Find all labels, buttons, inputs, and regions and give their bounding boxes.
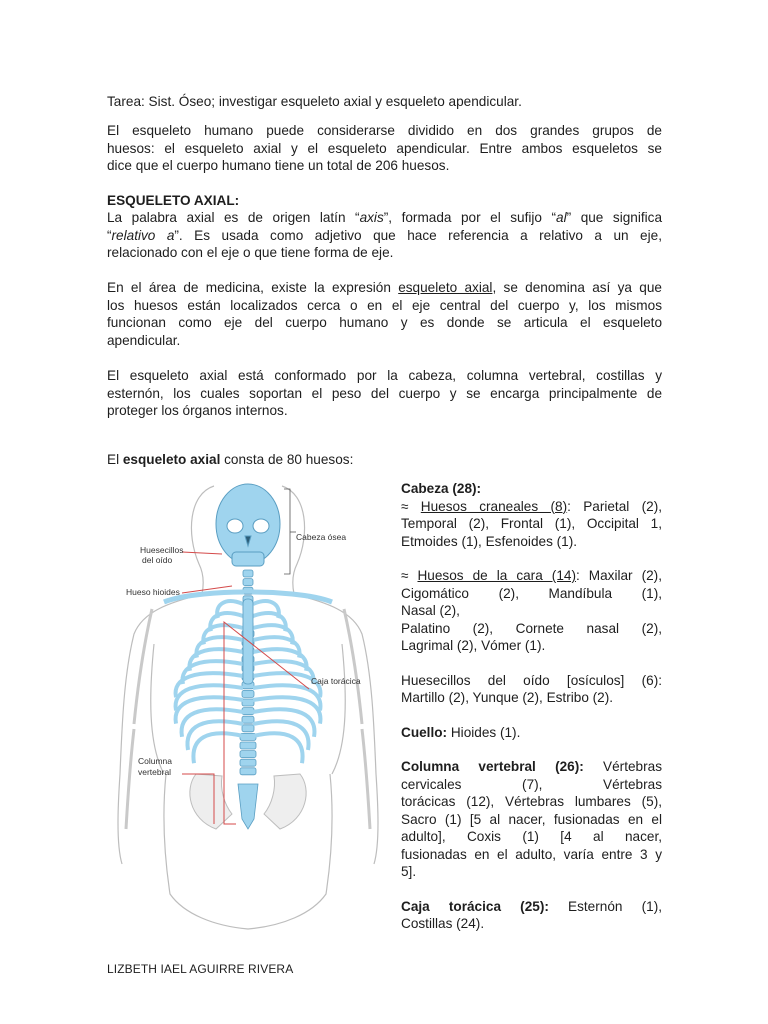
approx-symbol: ≈: [401, 498, 421, 514]
axial-line-2: [107, 227, 662, 245]
text-run: Esternón (1),: [548, 898, 662, 914]
composition-paragraph: [107, 367, 662, 420]
term-relativo: relativo a: [111, 227, 175, 243]
spine-line-2: cervicales (7), Vértebras: [401, 776, 662, 792]
label-vertebral: vertebral: [138, 767, 172, 777]
face-section: [401, 567, 662, 655]
cranial-line-2: Temporal (2), Frontal (1), Occipital 1,: [401, 516, 662, 531]
vertebra: [240, 759, 256, 766]
thorax-line-1: [401, 898, 662, 916]
text-run: : Maxilar (2),: [575, 568, 662, 583]
neck-section: [401, 724, 662, 742]
face-line-3: Nasal (2),: [401, 603, 460, 618]
text-run: ” que significa: [566, 210, 663, 225]
vertebra: [242, 708, 254, 715]
vertebra: [242, 725, 254, 732]
text-run: consta de 80 huesos:: [220, 452, 354, 467]
axial-skeleton-figure: [104, 474, 394, 934]
axial-line-3: relacionado con el eje o que tiene forma de eje.: [107, 245, 394, 260]
composition-line: esternón, los cuales soportan el peso del cuerpo y se encarga principalmente de: [107, 385, 662, 401]
text-run: : Parietal (2),: [567, 498, 662, 514]
text-run: “: [107, 227, 112, 243]
text-run: En el área de medicina, existe la expresión: [107, 280, 399, 295]
underlined-term: esqueleto axial: [398, 280, 493, 295]
vertebra: [243, 587, 253, 594]
sacrum: [238, 784, 258, 829]
medicine-line: apendicular.: [107, 332, 181, 348]
bone-list: [401, 480, 662, 950]
composition-line: proteger los órganos internos.: [107, 403, 288, 418]
spine-line-5: adulto], Coxis (1) [4 al nacer,: [401, 829, 662, 844]
label-huesecillos: Huesecillos: [140, 545, 184, 555]
vertebra: [240, 751, 256, 758]
task-line: Tarea: Sist. Óseo; investigar esqueleto axial y esqueleto apendicular.: [107, 94, 522, 109]
spine-title: Columna vertebral (26):: [401, 759, 584, 774]
vertebra: [243, 579, 253, 586]
label-cabeza-osea: Cabeza ósea: [296, 532, 347, 542]
text-run: ”, formada por el sufijo “: [383, 210, 557, 225]
face-line-1: [401, 567, 662, 585]
section-heading: ESQUELETO AXIAL:: [107, 193, 240, 208]
term-al: al: [556, 210, 567, 225]
rib: [253, 733, 303, 763]
vertebra: [243, 570, 253, 577]
label-caja-toracica: Caja torácica: [311, 676, 361, 686]
term-axis: axis: [359, 210, 384, 225]
text-run: El: [107, 452, 123, 467]
cranial-label: Huesos craneales (8): [420, 498, 568, 514]
text-run: La palabra axial es de origen latín “: [107, 210, 360, 225]
axial-line-1: [107, 209, 662, 227]
neck-title: Cuello:: [401, 724, 448, 740]
face-label: Huesos de la cara (14): [417, 568, 576, 583]
vertebra: [242, 699, 254, 706]
medicine-line: los huesos están localizados cerca o en el eje central del cuerpo y, los mismos: [107, 297, 662, 313]
label-hueso-hioides: Hueso hioides: [126, 587, 180, 597]
intro-line: dice que el cuerpo humano tiene un total de 206 huesos.: [107, 158, 450, 173]
author-footer: LIZBETH IAEL AGUIRRE RIVERA: [107, 962, 294, 976]
approx-symbol: ≈: [401, 568, 418, 583]
text-run: Hioides (1).: [447, 724, 521, 740]
bold-term: esqueleto axial: [122, 452, 221, 467]
rib: [203, 625, 243, 644]
cranial-line-1: [401, 498, 662, 516]
spine-line-4: Sacro (1) [5 al nacer, fusionadas en el: [401, 811, 662, 827]
spine-line-7: 5].: [401, 864, 417, 879]
vertebra: [240, 768, 256, 775]
thorax-title: Caja torácica (25):: [401, 898, 549, 914]
skull: [216, 484, 280, 566]
skeleton-illustration: [104, 474, 394, 934]
bracket-lines: [284, 489, 296, 574]
ossicles-line-1: Huesecillos del oído [osículos] (6):: [401, 672, 662, 688]
head-title: Cabeza (28):: [401, 481, 482, 496]
thorax-section: [401, 898, 662, 933]
text-run: , se denomina así ya que: [492, 280, 662, 295]
face-line-2: Cigomático (2), Mandíbula (1),: [401, 585, 662, 601]
text-run: Vértebras: [583, 759, 662, 774]
vertebra: [242, 716, 254, 723]
thorax-line-2: Costillas (24).: [401, 916, 485, 931]
intro-line: huesos: el esqueleto axial y el esqueleto apendicular. Entre ambos esqueletos se: [107, 140, 662, 156]
rib: [253, 625, 293, 644]
composition-line: El esqueleto axial está conformado por la cabeza, columna vertebral, costillas y: [107, 368, 662, 383]
spine-section: [401, 758, 662, 881]
intro-paragraph: [107, 122, 662, 175]
vertebra: [240, 742, 256, 749]
label-del-oido: del oído: [142, 555, 173, 565]
spine-line-3: torácicas (12), Vértebras lumbares (5),: [401, 794, 662, 809]
axial-definition-paragraph: [107, 209, 662, 262]
rib: [193, 733, 243, 763]
medicine-paragraph: [107, 279, 662, 349]
vertebra: [242, 690, 254, 697]
ossicles-section: [401, 672, 662, 707]
label-columna: Columna: [138, 756, 173, 766]
spine-line-1: [401, 758, 662, 776]
text-run: ”. Es usada como adjetivo que hace referencia a relativo a un eje,: [174, 227, 662, 243]
neck-line: [401, 724, 662, 742]
intro-line: El esqueleto humano puede considerarse dividido en dos grandes grupos de: [107, 123, 662, 138]
face-line-4: Palatino (2), Cornete nasal (2),: [401, 620, 662, 636]
cranial-line-3: Etmoides (1), Esfenoides (1).: [401, 533, 578, 549]
spine-line-6: fusionadas en el adulto, varía entre 3 y: [401, 846, 662, 862]
count-line: [107, 451, 662, 469]
medicine-line: funcionan como eje del cuerpo humano y es donde se articula el esqueleto: [107, 315, 662, 330]
medicine-line-1: [107, 279, 662, 297]
face-line-5: Lagrimal (2), Vómer (1).: [401, 638, 546, 653]
head-section: [401, 480, 662, 550]
ossicles-line-2: Martillo (2), Yunque (2), Estribo (2).: [401, 690, 614, 705]
